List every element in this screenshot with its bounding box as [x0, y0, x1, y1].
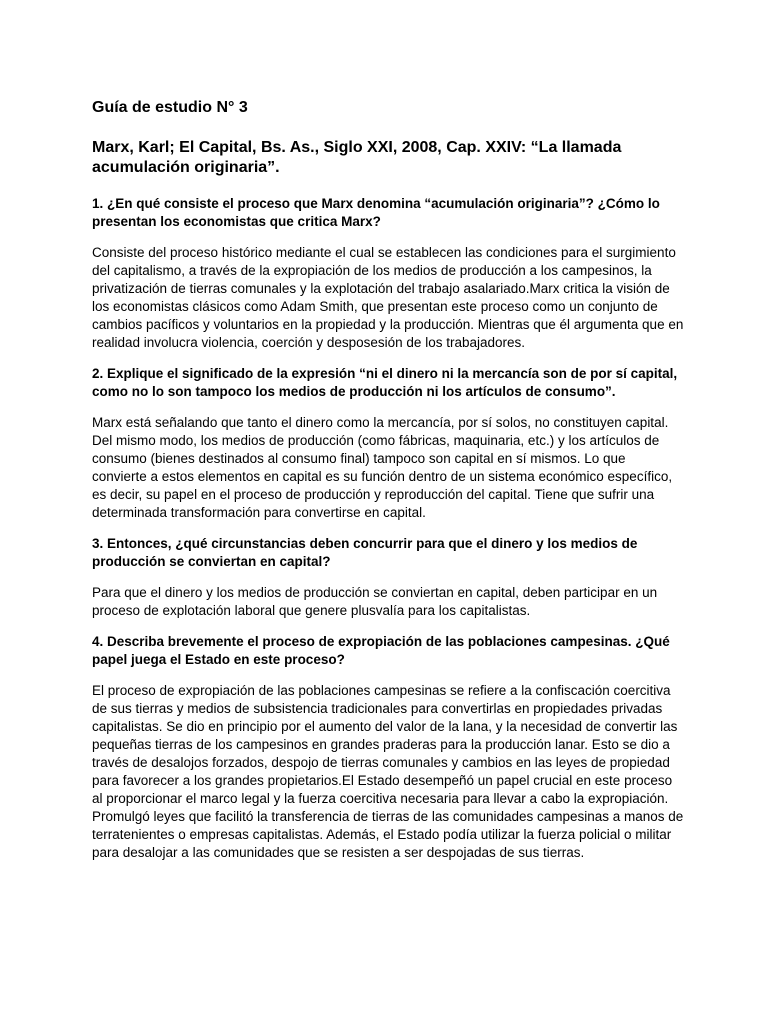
document-page [92, 98, 684, 875]
guide-title: Guía de estudio N° 3 [92, 99, 248, 116]
section-2 [92, 365, 684, 522]
question-1: 1. ¿En qué consiste el proceso que Marx denomina “acumulación originaria”? ¿Cómo lo presentan los economistas que critica Marx? [92, 196, 660, 229]
question-2: 2. Explique el significado de la expresión “ni el dinero ni la mercancía son de por sí capital, como no lo son tampoco los medios de producción ni los artículos de consumo”. [92, 366, 678, 399]
answer-4: El proceso de expropiación de las poblaciones campesinas se refiere a la confiscación coercitiva de sus tierras y medios de subsistencia tradicionales para convertirlas en propiedades privadas capitalistas. Se dio en principio por el aumento del valor de la lana, y la necesidad de convertir las pequeñas tierras de los campesinos en grandes praderas para la producción lanar. Esto se dio a través de desalojos forzados, despojo de tierras comunales y cambios en las leyes de propiedad para favorecer a los grandes propietarios.El Estado desempeñó un papel crucial en este proceso al proporcionar el marco legal y la fuerza coercitiva necesaria para llevar a cabo la expropiación. Promulgó leyes que facilitó la transferencia de tierras de las comunidades campesinas a manos de terratenientes o empresas capitalistas. Además, el Estado podía utilizar la fuerza policial o militar para desalojar a las comunidades que se resisten a ser despojadas de sus tierras. [92, 683, 684, 860]
answer-3: Para que el dinero y los medios de producción se conviertan en capital, deben participar en un proceso de explotación laboral que genere plusvalía para los capitalistas. [92, 585, 658, 618]
question-4: 4. Describa brevemente el proceso de expropiación de las poblaciones campesinas. ¿Qué papel juega el Estado en este proceso? [92, 634, 670, 667]
reference-title: Marx, Karl; El Capital, Bs. As., Siglo XXI, 2008, Cap. XXIV: “La llamada acumulación originaria”. [92, 139, 622, 176]
section-4 [92, 633, 684, 862]
answer-1: Consiste del proceso histórico mediante el cual se establecen las condiciones para el surgimiento del capitalismo, a través de la expropiación de los medios de producción a los campesinos, la privatización de tierras comunales y la explotación del trabajo asalariado.Marx critica la visión de los economistas clásicos como Adam Smith, que presentan este proceso como un conjunto de cambios pacíficos y voluntarios en la propiedad y la producción. Mientras que él argumenta que en realidad involucra violencia, coerción y desposesión de los trabajadores. [92, 245, 684, 350]
section-3 [92, 535, 684, 620]
question-3: 3. Entonces, ¿qué circunstancias deben concurrir para que el dinero y los medios de producción se conviertan en capital? [92, 536, 638, 569]
answer-2: Marx está señalando que tanto el dinero como la mercancía, por sí solos, no constituyen capital. Del mismo modo, los medios de producción (como fábricas, maquinaria, etc.) y los artículos de consumo (bienes destinados al consumo final) tampoco son capital en sí mismos. Lo que convierte a estos elementos en capital es su función dentro de un sistema económico específico, es decir, su papel en el proceso de producción y reproducción del capital. Tiene que sufrir una determinada transformación para convertirse en capital. [92, 415, 673, 520]
section-1 [92, 195, 684, 352]
